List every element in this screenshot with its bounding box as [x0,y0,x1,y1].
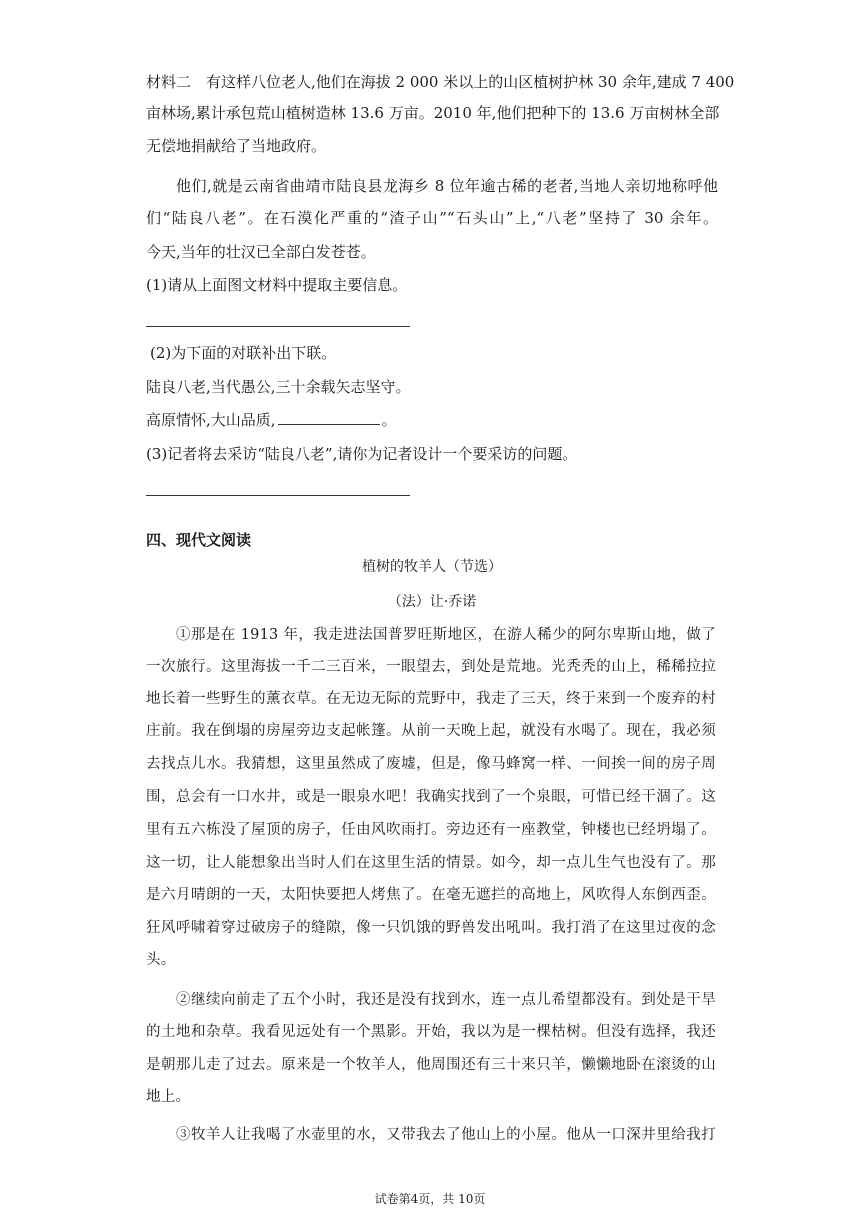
passage-line: 一次旅行。这里海拔一千二三百米，一眼望去，到处是荒地。光秃秃的山上，稀稀拉拉 [146,659,716,675]
passage-line: 头。 [146,952,176,968]
question-1: (1)请从上面图文材料中提取主要信息。 [146,276,408,294]
passage-line: 的土地和杂草。我看见远处有一个黑影。开始，我以为是一棵枯树。但没有选择，我还 [146,1024,716,1040]
couplet-lower-suffix: 。 [381,411,397,429]
passage-line: 这一切，让人能想象出当时人们在这里生活的情景。如今，却一点儿生气也没有了。那 [146,855,716,871]
passage-line: 狂风呼啸着穿过破房子的缝隙，像一只饥饿的野兽发出吼叫。我打消了在这里过夜的念 [146,920,716,936]
passage-line: ①那是在 1913 年，我走进法国普罗旺斯地区，在游人稀少的阿尔卑斯山地，做了 [176,627,716,643]
passage-line: 地长着一些野生的薰衣草。在无边无际的荒野中，我走了三天，终于来到一个废弃的村 [146,691,716,707]
material2-line-3: 无偿地捐献给了当地政府。 [146,137,327,155]
couplet-lower [146,410,718,430]
passage-line: 是六月晴朗的一天，太阳快要把人烤焦了。在毫无遮拦的高地上，风吹得人东倒西歪。 [146,887,716,903]
passage-title: 植树的牧羊人（节选） [362,559,502,575]
passage-line: 地上。 [146,1089,191,1105]
couplet-upper: 陆良八老,当代愚公,三十余载矢志坚守。 [146,378,411,396]
material2-line-2: 亩林场,累计承包荒山植树造林 13.6 万亩。2010 年,他们把种下的 13.6 万亩树林全部 [146,104,720,122]
passage-line: ③牧羊人让我喝了水壶里的水，又带我去了他山上的小屋。他从一口深井里给我打 [176,1127,716,1143]
passage-line: ②继续向前走了五个小时，我还是没有找到水，连一点儿希望都没有。到处是干旱 [176,992,716,1008]
passage-line: 去找点儿水。我猜想，这里虽然成了废墟，但是，像马蜂窝一样、一间挨一间的房子周 [146,756,716,772]
answer-blank-1[interactable] [146,326,410,327]
passage-line: 庄前。我在倒塌的房屋旁边支起帐篷。从前一天晚上起，就没有水喝了。现在，我必须 [146,723,716,739]
material2-line-4: 他们,就是云南省曲靖市陆良县龙海乡 8 位年逾古稀的老者,当地人亲切地称呼他 [176,177,718,195]
passage-author: （法）让·乔诺 [387,594,477,610]
question-3: (3)记者将去采访“陆良八老”,请你为记者设计一个要采访的问题。 [146,445,578,463]
material2-line-6: 今天,当年的壮汉已全部白发苍苍。 [146,243,376,261]
passage-line: 是朝那儿走了过去。原来是一个牧羊人，他周围还有三十来只羊，懒懒地卧在滚烫的山 [146,1057,716,1073]
answer-blank-3[interactable] [146,495,410,496]
material2-line-5: 们“陆良八老”。在石漠化严重的“渣子山”“石头山”上,“八老”坚持了 30 余年。 [146,209,718,227]
couplet-answer-blank[interactable] [278,410,380,425]
question-2: (2)为下面的对联补出下联。 [150,344,337,362]
passage-line: 围，总会有一口水井，或是一眼泉水吧！我确实找到了一个泉眼，可惜已经干涸了。这 [146,789,716,805]
couplet-lower-prefix: 高原情怀,大山品质, [146,411,276,429]
section-heading: 四、现代文阅读 [146,531,252,549]
page-footer: 试卷第4页，共 10页 [374,1192,486,1206]
passage-line: 里有五六栋没了屋顶的房子，任由风吹雨打。旁边还有一座教堂，钟楼也已经坍塌了。 [146,822,716,838]
material2-line-1: 材料二 有这样八位老人,他们在海拔 2 000 米以上的山区植树护林 30 余年,建成 7 400 [146,73,735,91]
